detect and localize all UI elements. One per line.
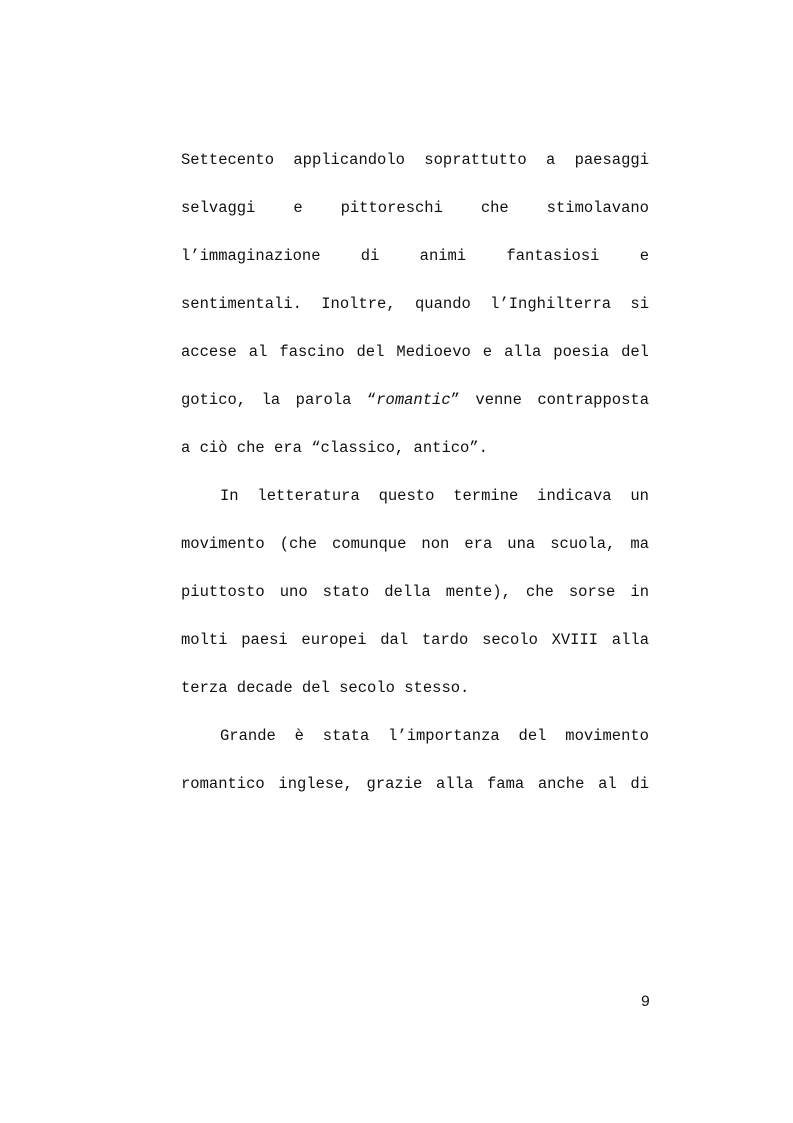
italic-term: romantic [376, 391, 451, 409]
text-line: terza decade del secolo stesso. [181, 679, 470, 697]
text-line: romantico inglese, grazie alla fama anche al di [181, 775, 649, 793]
text-line: sentimentali. Inoltre, quando l’Inghilterra si [181, 295, 649, 313]
text-line [181, 382, 649, 430]
page-number: 9 [640, 993, 650, 1011]
text-line: accese al fascino del Medioevo e alla poesia del [181, 343, 649, 361]
text-line: Settecento applicandolo soprattutto a paesaggi [181, 151, 649, 169]
text-line: selvaggi e pittoreschi che stimolavano [181, 199, 649, 217]
text-fragment: ” venne contrapposta [450, 391, 649, 409]
text-line: a ciò che era “classico, antico”. [181, 439, 488, 457]
text-line: l’immaginazione di animi fantasiosi e [181, 247, 649, 265]
text-line: movimento (che comunque non era una scuola, ma [181, 535, 649, 553]
paragraph-first-line: Grande è stata l’importanza del movimento [220, 727, 649, 745]
text-fragment: gotico, la parola “ [181, 391, 377, 409]
body-text [181, 142, 649, 814]
paragraph-first-line: In letteratura questo termine indicava un [220, 487, 649, 505]
text-line: molti paesi europei dal tardo secolo XVIII alla [181, 631, 649, 649]
text-line: piuttosto uno stato della mente), che sorse in [181, 583, 649, 601]
